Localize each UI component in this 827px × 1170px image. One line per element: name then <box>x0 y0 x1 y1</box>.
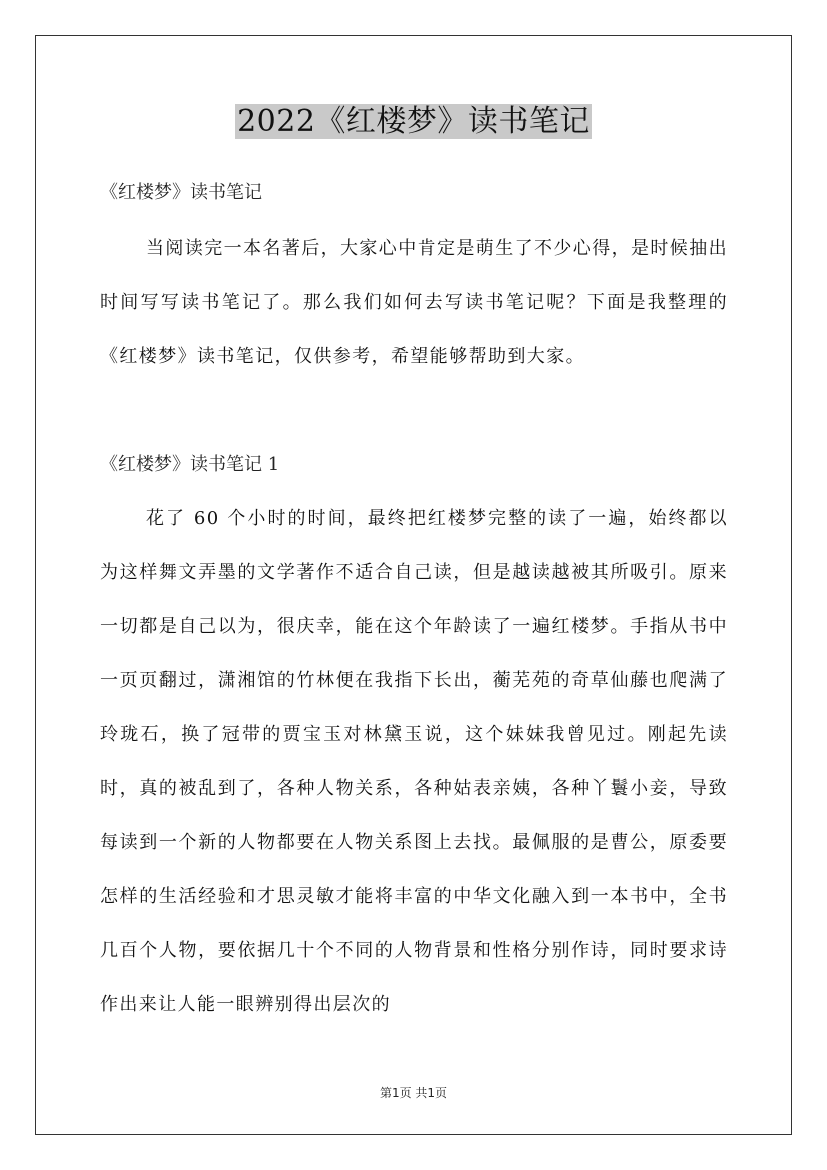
document-title-text: 2022《红楼梦》读书笔记 <box>237 104 590 139</box>
body-paragraph: 花了 60 个小时的时间，最终把红楼梦完整的读了一遍，始终都以为这样舞文弄墨的文学著作不适合自己读，但是越读越被其所吸引。原来一切都是自己以为，很庆幸，能在这个年龄读了一遍红楼梦。手指从书中一页页翻过，潇湘馆的竹林便在我指下长出，蘅芜苑的奇草仙藤也爬满了玲珑石，换了冠带的贾宝玉对林黛玉说，这个妹妹我曾见过。刚起先读时，真的被乱到了，各种人物关系，各种姑表亲姨，各种丫鬟小妾，导致每读到一个新的人物都要在人物关系图上去找。最佩服的是曹公，原委要怎样的生活经验和才思灵敏才能将丰富的中华文化融入到一本书中，全书几百个人物，要依据几十个不同的人物背景和性格分别作诗，同时要求诗作出来让人能一眼辨别得出层次的 <box>100 508 728 1015</box>
page-footer: 第1页 共1页 <box>379 1086 448 1100</box>
document-title <box>0 100 827 144</box>
intro-paragraph: 当阅读完一本名著后，大家心中肯定是萌生了不少心得，是时候抽出时间写写读书笔记了。那么我们如何去写读书笔记呢？下面是我整理的《红楼梦》读书笔记，仅供参考，希望能够帮助到大家。 <box>100 238 728 367</box>
section-heading: 《红楼梦》读书笔记 <box>100 182 262 203</box>
section-heading-1: 《红楼梦》读书笔记 1 <box>100 454 280 475</box>
